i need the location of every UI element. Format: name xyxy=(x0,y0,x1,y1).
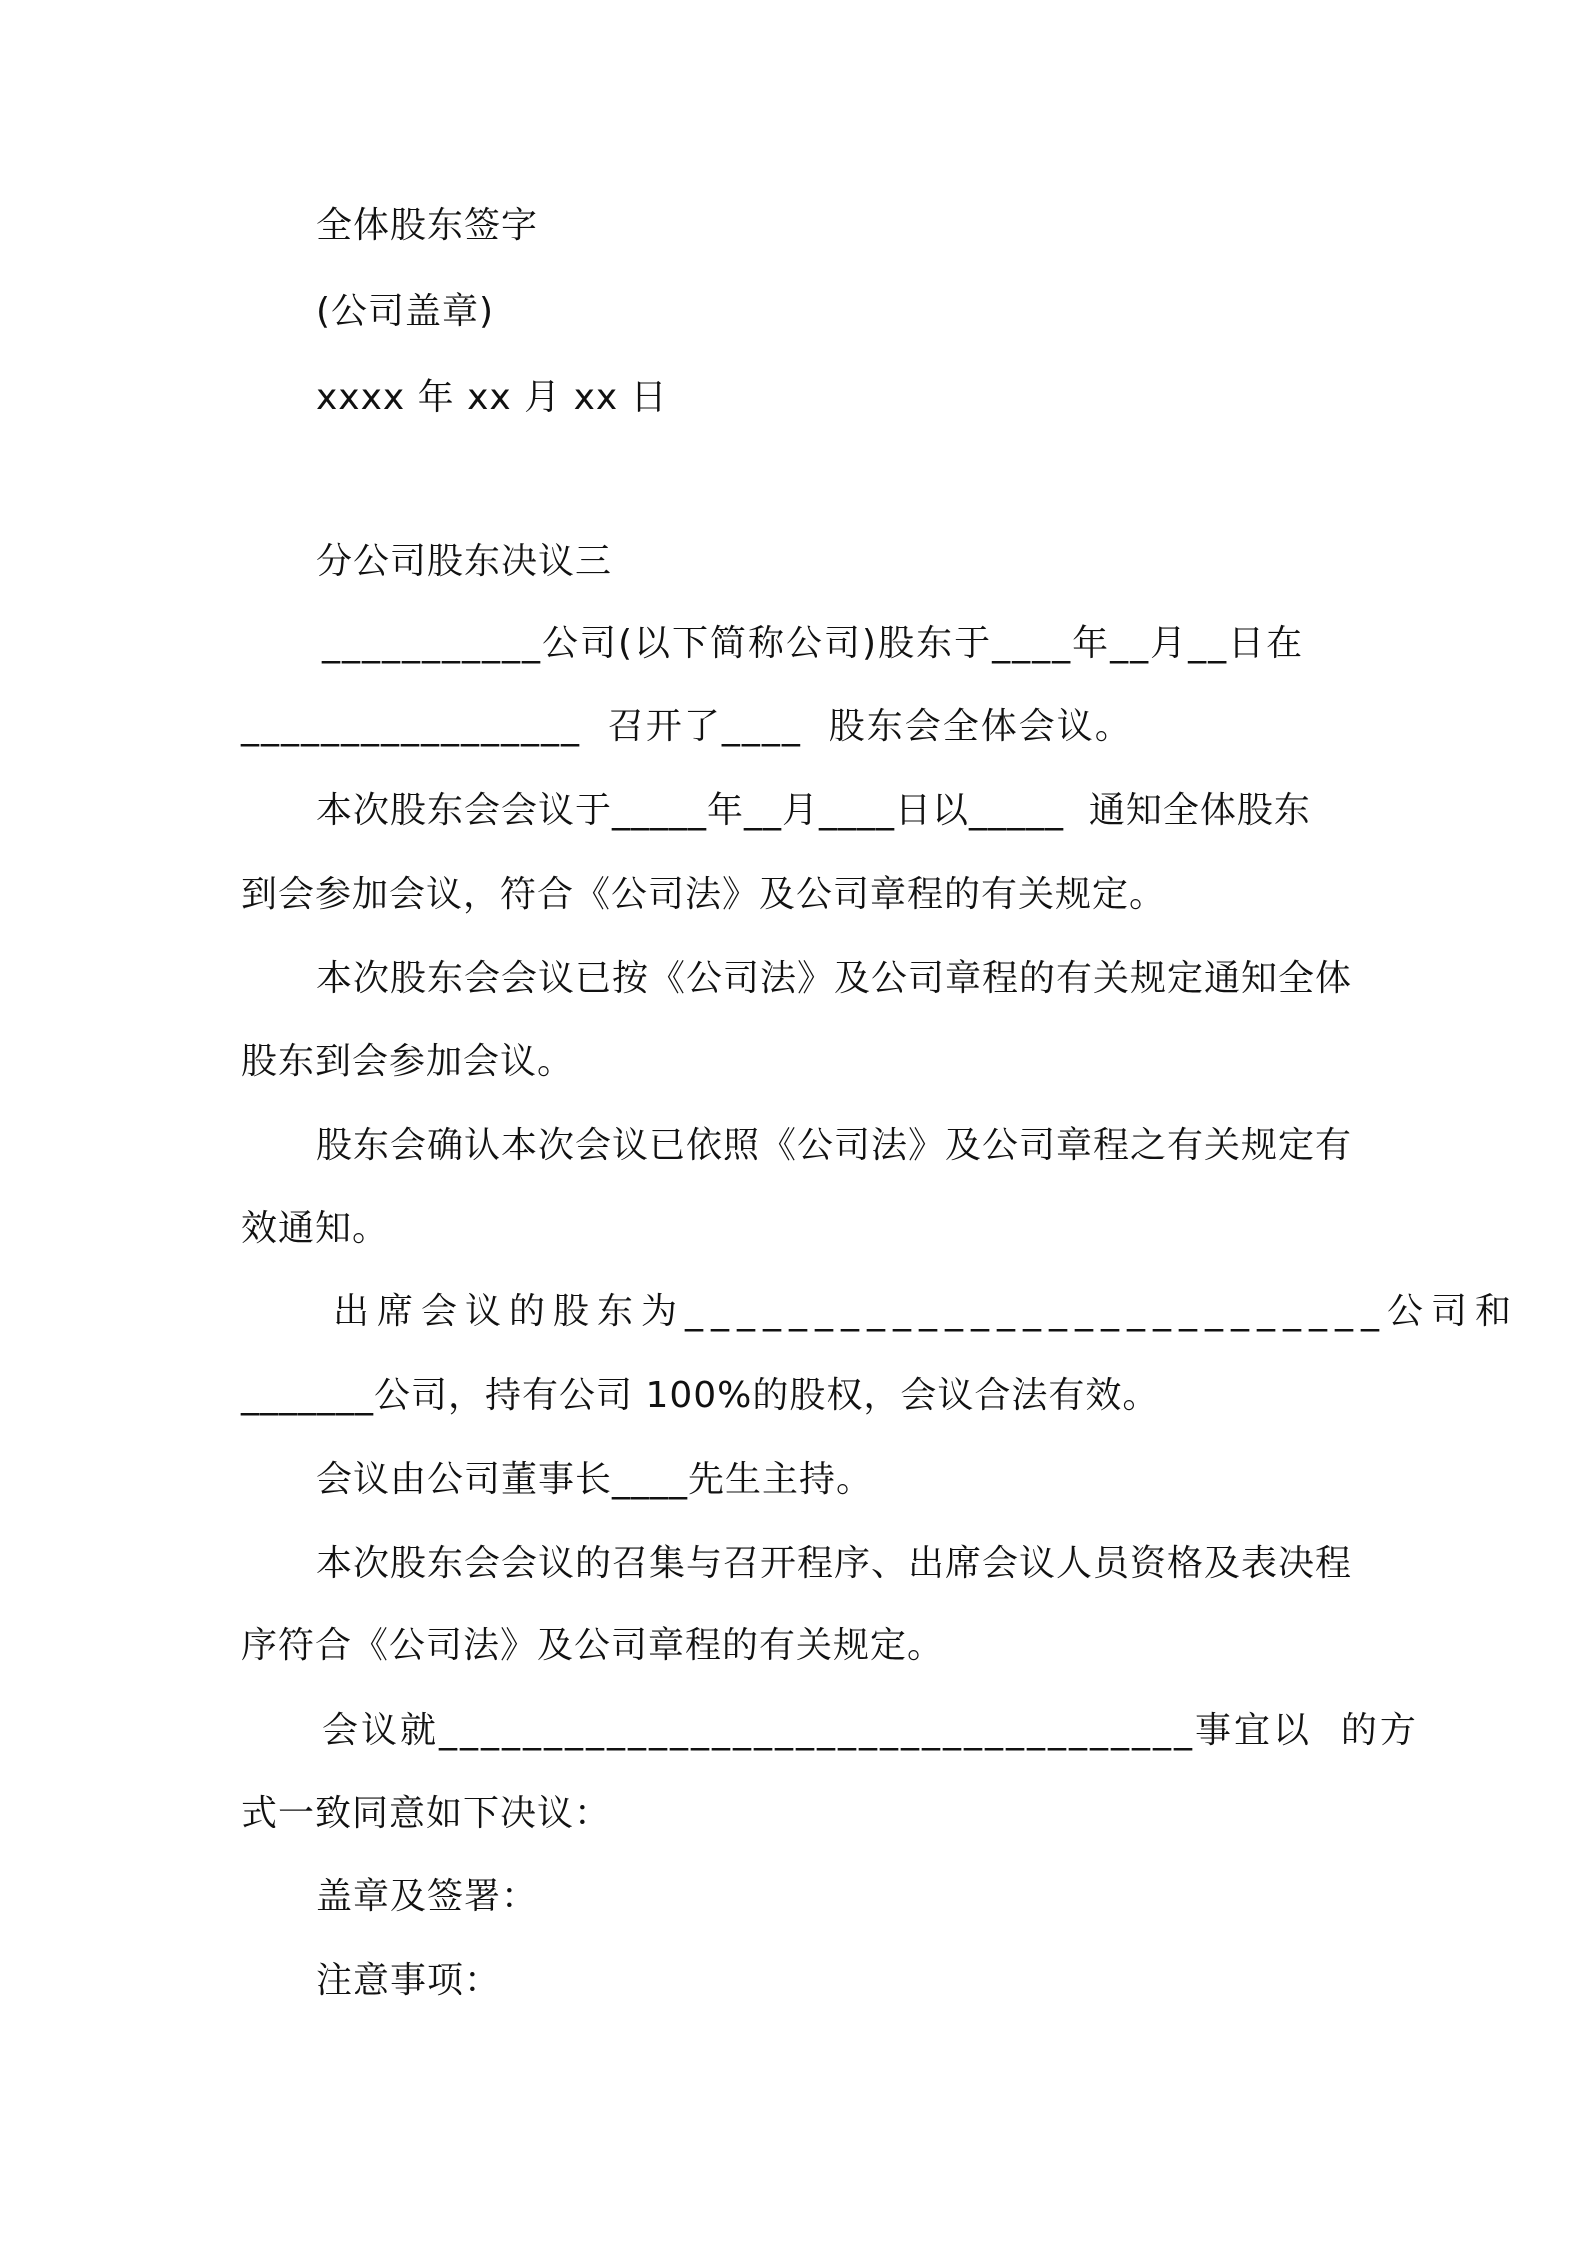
paragraph-line: 会议就____________________________________事宜以 的方 xyxy=(322,1710,1419,1751)
date-line: xxxx 年 xx 月 xx 日 xyxy=(316,377,668,418)
paragraph-line: ___________公司(以下简称公司)股东于____年__月__日在 xyxy=(322,623,1305,664)
paragraph-line: _________________ 召开了____ 股东会全体会议。 xyxy=(241,706,1133,747)
seal-and-sign-label: 盖章及签署： xyxy=(316,1876,539,1917)
paragraph-line: 效通知。 xyxy=(241,1208,390,1249)
paragraph-line: _______公司，持有公司 100%的股权，会议合法有效。 xyxy=(241,1375,1160,1416)
paragraph-line: 本次股东会会议的召集与召开程序、出席会议人员资格及表决程 xyxy=(316,1543,1353,1584)
paragraph-line: 股东到会参加会议。 xyxy=(241,1041,575,1082)
paragraph-line: 到会参加会议，符合《公司法》及公司章程的有关规定。 xyxy=(241,874,1167,915)
paragraph-line: 本次股东会会议于_____年__月____日以_____ 通知全体股东 xyxy=(316,790,1311,831)
paragraph-line: 本次股东会会议已按《公司法》及公司章程的有关规定通知全体 xyxy=(316,958,1353,999)
resolution-title: 分公司股东决议三 xyxy=(316,541,613,582)
paragraph-line: 序符合《公司法》及公司章程的有关规定。 xyxy=(241,1625,945,1666)
paragraph-line: 式一致同意如下决议： xyxy=(241,1793,612,1834)
paragraph-line: 股东会确认本次会议已依照《公司法》及公司章程之有关规定有 xyxy=(316,1125,1353,1166)
shareholders-signature-label: 全体股东签字 xyxy=(316,205,539,246)
notes-label: 注意事项： xyxy=(316,1960,502,2001)
paragraph-line: 会议由公司董事长____先生主持。 xyxy=(316,1459,874,1500)
paragraph-line: 出席会议的股东为___________________________公司和 xyxy=(333,1291,1520,1332)
company-seal-label: (公司盖章) xyxy=(316,291,495,332)
